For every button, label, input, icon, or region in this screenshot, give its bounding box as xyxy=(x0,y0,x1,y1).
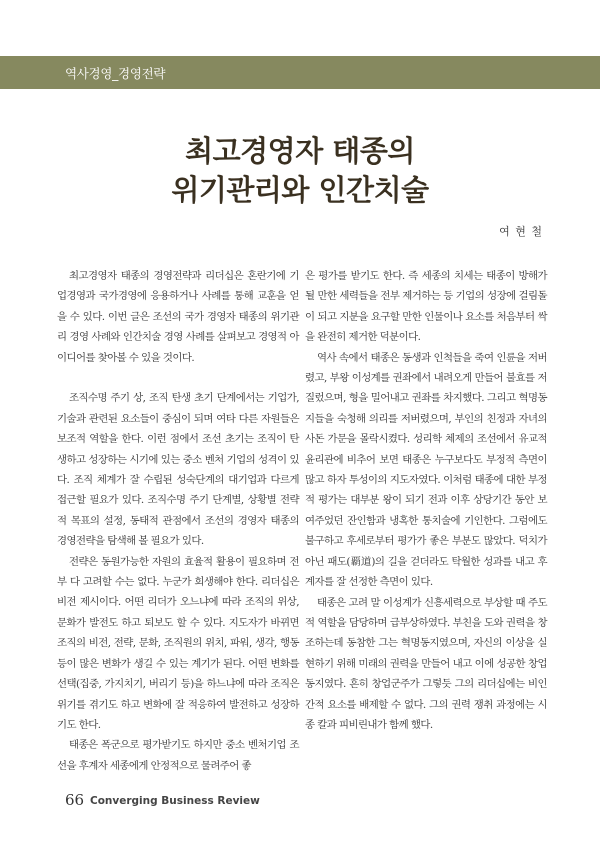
journal-name: Converging Business Review xyxy=(90,795,260,807)
page-number: 66 xyxy=(65,791,85,809)
paragraph: 조직수명 주기 상, 조직 탄생 초기 단계에서는 기업가, 기술과 관련된 요소들이 중심이 되며 여타 다른 자원들은 보조적 역할을 한다. 이런 점에서 조선 초기는 조직이 탄생하고 성장하는 시기에 있는 중소 벤처 기업의 성격이 있다. 조직 체계가 잘 수립된 성숙단계의 대기업과 다르게 접근할 필요가 있다. 조직수명 주기 단계별, 상황별 전략적 목표의 설정, 동태적 관점에서 조선의 경영자 태종의 경영전략을 탐색해 볼 필요가 있다. xyxy=(57,392,299,548)
section-header-bar xyxy=(0,56,600,89)
article-title xyxy=(0,132,600,210)
paragraph: 태종은 고려 말 이성계가 신흥세력으로 부상할 때 주도적 역할을 담당하며 급부상하였다. 부친을 도와 권력을 창조하는데 동참한 그는 혁명동지였으며, 자신의 이상을 실현하기 위해 미래의 권력을 만들어 내고 이에 성공한 창업동지였다. 흔히 창업군주가 그렇듯 그의 리더십에는 비인간적 요소를 배제할 수 없다. 그의 권력 쟁취 과정에는 시종 칼과 피비린내가 함께 했다. xyxy=(305,596,547,731)
right-column xyxy=(305,266,547,735)
section-label: 역사경영_경영전략 xyxy=(65,66,166,81)
paragraph: 전략은 동원가능한 자원의 효율적 활용이 필요하며 전부 다 고려할 수는 없다. 누군가 희생해야 한다. 리더십은 비전 제시이다. 어떤 리더가 오느냐에 따라 조직의 위상, 문화가 발전도 하고 퇴보도 할 수 있다. 지도자가 바뀌면 조직의 비전, 전략, 문화, 조직원의 위치, 파워, 생각, 행동 등이 많은 변화가 생길 수 있는 계기가 된다. 어떤 변화를 선택(집중, 가지치기, 버리기 등)을 하느냐에 따라 조직은 위기를 겪기도 하고 변화에 잘 적응하여 발전하고 성장하기도 한다. xyxy=(57,555,299,731)
paragraph: 태종은 폭군으로 평가받기도 하지만 중소 벤처기업 조선을 후계자 세종에게 안정적으로 물려주어 좋 xyxy=(57,739,299,772)
title-line-1: 최고경영자 태종의 xyxy=(185,134,415,168)
paragraph: 역사 속에서 태종은 동생과 인척들을 죽여 인륜을 저버렸고, 부왕 이성계를 권좌에서 내려오게 만들어 불효를 저질렀으며, 형을 밀어내고 권좌를 차지했다. 그리고 혁명동지들을 숙청해 의리를 저버렸으며, 부인의 친정과 자녀의 사돈 가문을 몰락시켰다. 성리학 체제의 조선에서 유교적 윤리관에 비추어 보면 태종은 누구보다도 부정적 측면이 많고 하자 투성이의 지도자였다. 이처럼 태종에 대한 부정적 평가는 대부분 왕이 되기 전과 이후 상당기간 동안 보여주었던 잔인함과 냉혹한 통치술에 기인한다. 그럼에도 불구하고 후세로부터 평가가 좋은 부분도 많았다. 덕치가 아닌 패도(覇道)의 길을 걷더라도 탁월한 성과를 내고 후계자를 잘 선정한 측면이 있다. xyxy=(305,351,547,589)
author-name: 여 현 철 xyxy=(499,225,543,238)
title-line-2: 위기관리와 인간치술 xyxy=(171,173,429,207)
paragraph: 은 평가를 받기도 한다. 즉 세종의 치세는 태종이 방해가 될 만한 세력들을 전부 제거하는 등 기업의 성장에 걸림돌이 되고 지분을 요구할 만한 인물이나 요소를 처음부터 싹을 완전히 제거한 덕분이다. xyxy=(305,270,547,344)
paragraph: 최고경영자 태종의 경영전략과 리더십은 혼란기에 기업경영과 국가경영에 응용하거나 사례를 통해 교훈을 얻을 수 있다. 이번 글은 조선의 국가 경영자 태종의 위기관리 경영 사례와 인간치술 경영 사례를 살펴보고 경영적 아이디어를 찾아볼 수 있을 것이다. xyxy=(57,270,299,364)
left-column xyxy=(57,266,299,776)
